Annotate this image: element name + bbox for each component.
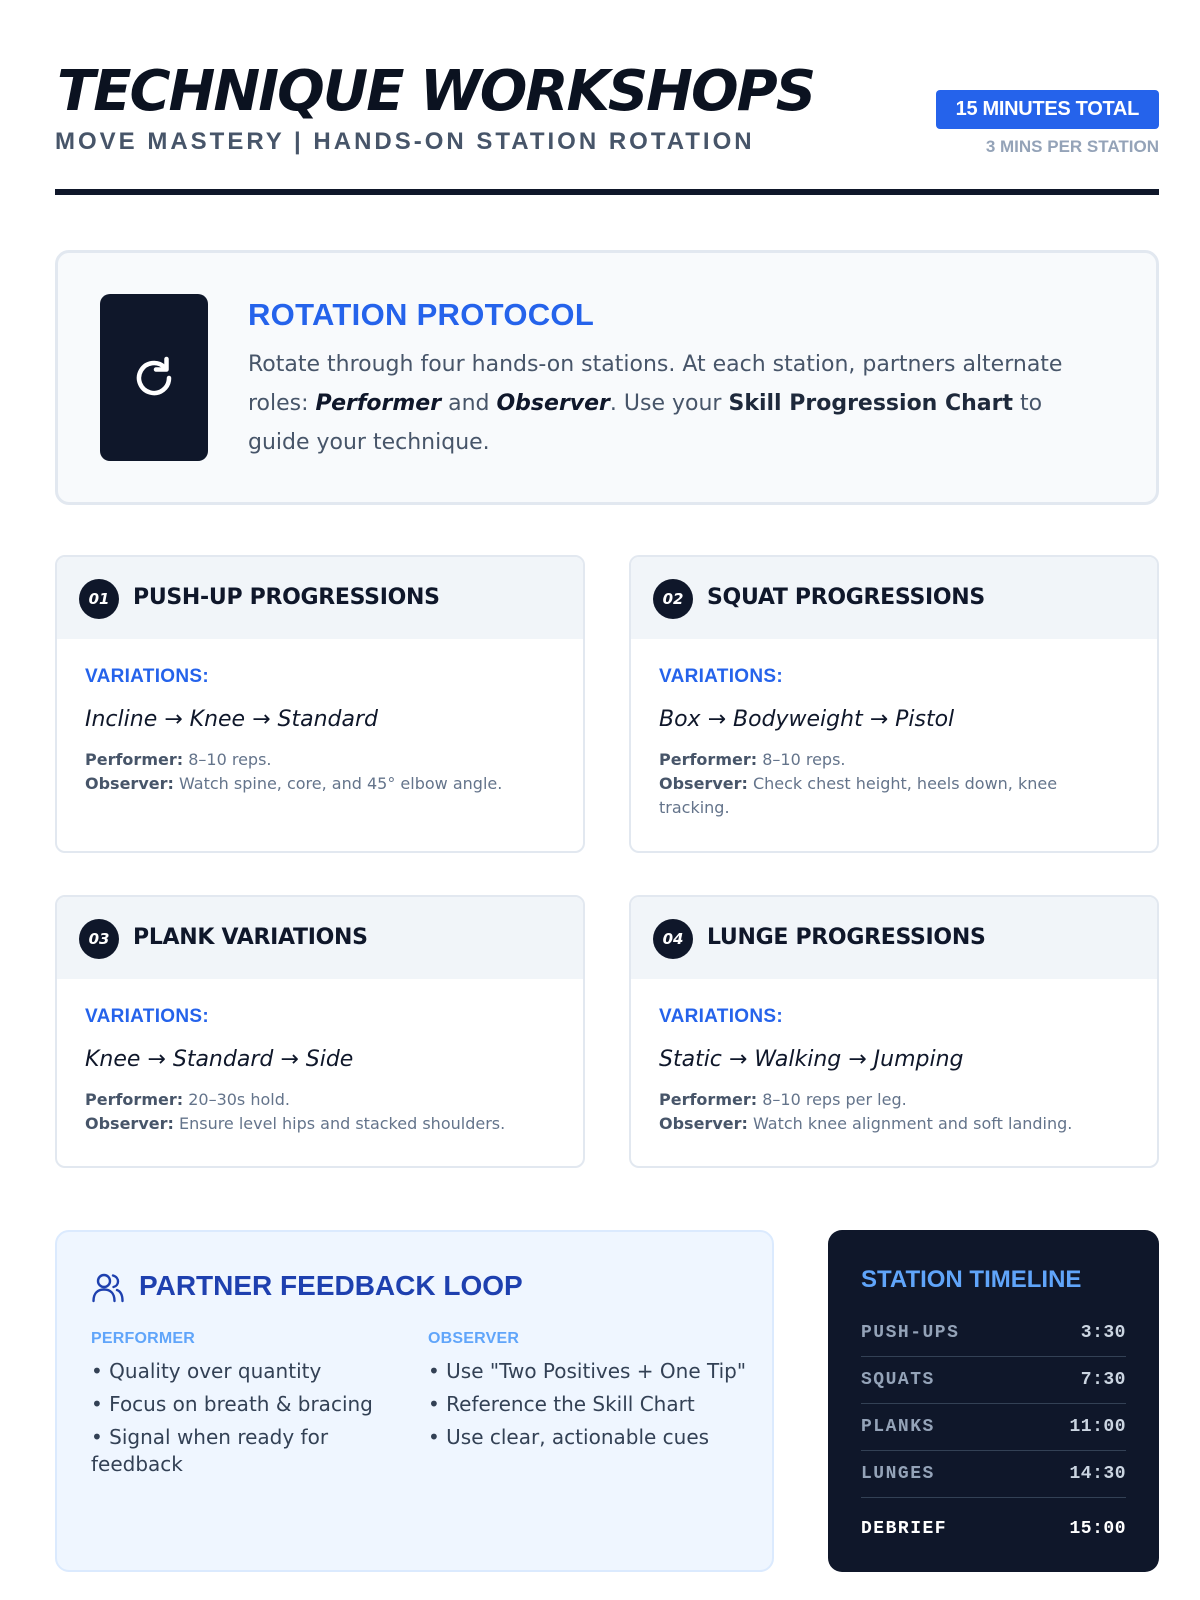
role-instructions: Performer: 20–30s hold. Observer: Ensure level hips and stacked shoulders. <box>85 1090 506 1133</box>
station-card-lunge <box>629 895 1159 1168</box>
page-title: TECHNIQUE WORKSHOPS <box>57 59 815 124</box>
role-performer: Performer <box>315 391 442 416</box>
variations-label: VARIATIONS: <box>659 666 783 687</box>
list-item: • Use "Two Positives + One Tip" <box>428 1359 747 1383</box>
station-timeline-panel <box>828 1230 1159 1572</box>
station-number: 01 <box>79 579 119 619</box>
variations-label: VARIATIONS: <box>85 1006 209 1027</box>
timeline-time: 15:00 <box>1069 1519 1126 1539</box>
timeline-row <box>861 1357 1126 1404</box>
chart-reference: Skill Progression Chart <box>728 391 1014 416</box>
page-header <box>55 55 1159 195</box>
role-instructions: Performer: 8–10 reps. Observer: Check chest height, heels down, knee tracking. <box>659 750 1058 817</box>
station-header <box>631 897 1157 979</box>
timeline-row <box>861 1404 1126 1451</box>
observer-column <box>428 1330 758 1457</box>
variations-label: VARIATIONS: <box>659 1006 783 1027</box>
timeline-label: DEBRIEF <box>861 1519 948 1539</box>
timeline-label: PLANKS <box>861 1417 935 1437</box>
performer-heading: PERFORMER <box>91 1330 196 1347</box>
timeline-time: 11:00 <box>1069 1417 1126 1437</box>
station-title: SQUAT PROGRESSIONS <box>707 585 985 610</box>
variations-sequence: Knee → Standard → Side <box>85 1047 354 1072</box>
timeline-time: 7:30 <box>1080 1370 1126 1390</box>
performer-column <box>91 1330 391 1484</box>
feedback-title: PARTNER FEEDBACK LOOP <box>139 1270 523 1301</box>
workshop-page <box>55 0 1159 1600</box>
variations-label: VARIATIONS: <box>85 666 209 687</box>
timeline-row <box>861 1310 1126 1357</box>
observer-heading: OBSERVER <box>428 1330 520 1347</box>
protocol-title: ROTATION PROTOCOL <box>248 297 595 332</box>
timeline-row <box>861 1451 1126 1498</box>
list-item: • Use clear, actionable cues <box>428 1425 710 1449</box>
station-title: PUSH-UP PROGRESSIONS <box>133 585 440 610</box>
list-item: • Quality over quantity <box>91 1359 322 1383</box>
station-header <box>631 557 1157 639</box>
timeline-row-debrief <box>861 1498 1126 1560</box>
station-card-plank <box>55 895 585 1168</box>
role-instructions: Performer: 8–10 reps per leg. Observer: Watch knee alignment and soft landing. <box>659 1090 1073 1133</box>
role-observer: Observer <box>496 391 610 416</box>
station-header <box>57 897 583 979</box>
timeline-time: 14:30 <box>1069 1464 1126 1484</box>
station-title: LUNGE PROGRESSIONS <box>707 925 986 950</box>
list-item: • Reference the Skill Chart <box>428 1392 695 1416</box>
variations-sequence: Incline → Knee → Standard <box>85 707 378 732</box>
per-station-note: 3 MINS PER STATION <box>985 137 1159 156</box>
station-header <box>57 557 583 639</box>
list-item: • Focus on breath & bracing <box>91 1392 373 1416</box>
station-title: PLANK VARIATIONS <box>133 925 368 950</box>
partner-feedback-panel <box>55 1230 774 1572</box>
timeline-label: SQUATS <box>861 1370 935 1390</box>
rotate-icon <box>100 294 208 461</box>
station-card-squat <box>629 555 1159 853</box>
variations-sequence: Box → Bodyweight → Pistol <box>659 707 955 732</box>
station-number: 04 <box>653 919 693 959</box>
timeline-time: 3:30 <box>1080 1323 1126 1343</box>
station-card-pushup <box>55 555 585 853</box>
timeline-list <box>861 1310 1126 1560</box>
page-subtitle: MOVE MASTERY | HANDS-ON STATION ROTATION <box>55 128 755 155</box>
timeline-title: STATION TIMELINE <box>861 1266 1082 1293</box>
protocol-text: Rotate through four hands-on stations. At each station, partners alternate roles: Performer and Observer. Use your Skill Progression Chart to guide your technique. <box>248 352 1063 455</box>
station-number: 03 <box>79 919 119 959</box>
timeline-label: PUSH-UPS <box>861 1323 960 1343</box>
role-instructions: Performer: 8–10 reps. Observer: Watch spine, core, and 45° elbow angle. <box>85 750 503 793</box>
station-number: 02 <box>653 579 693 619</box>
rotation-protocol-panel <box>55 250 1159 505</box>
users-icon <box>91 1270 125 1304</box>
list-item: • Signal when ready for feedback <box>91 1425 329 1476</box>
variations-sequence: Static → Walking → Jumping <box>659 1047 964 1072</box>
timeline-label: LUNGES <box>861 1464 935 1484</box>
total-time-badge: 15 MINUTES TOTAL <box>936 90 1159 129</box>
